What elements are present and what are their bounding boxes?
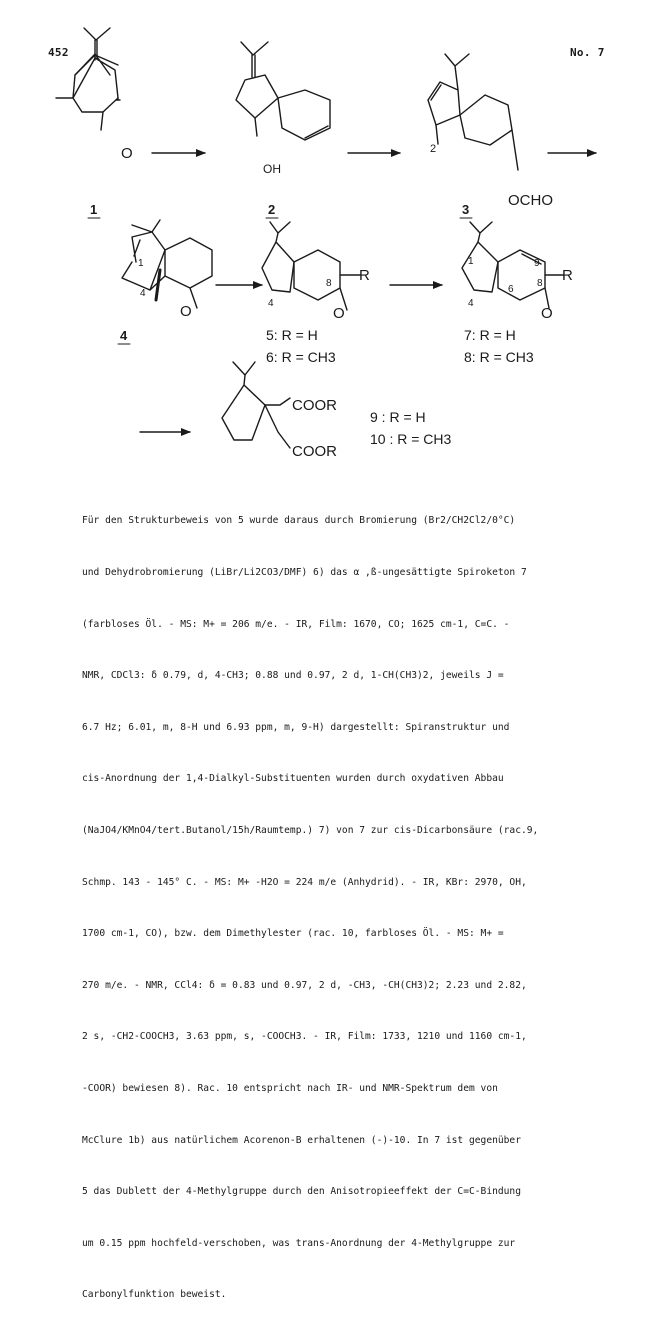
- compound-label: 7: R = H: [464, 327, 516, 343]
- locant: 4: [468, 298, 474, 309]
- locant: 4: [268, 298, 274, 309]
- atom-label: O: [333, 305, 345, 322]
- atom-label: O: [180, 303, 192, 320]
- atom-label: OCHO: [508, 192, 553, 209]
- compound-label: 8: R = CH3: [464, 349, 534, 365]
- locant: 8: [537, 278, 543, 289]
- text-line: (NaJO4/KMnO4/tert.Butanol/15h/Raumtemp.) 7) von 7 zur cis-Dicarbonsäure (rac.9,: [82, 824, 539, 836]
- compound-label: 10 : R = CH3: [370, 431, 452, 447]
- text-line: und Dehydrobromierung (LiBr/Li2CO3/DMF) 6) das α ,ß-ungesättigte Spiroketon 7: [82, 567, 527, 578]
- locant: 6: [508, 284, 514, 295]
- compound-label: 9 : R = H: [370, 409, 426, 425]
- text-line: um 0.15 ppm hochfeld-verschoben, was trans-Anordnung der 4-Methylgruppe zur: [82, 1237, 516, 1249]
- locant: 8: [326, 278, 332, 289]
- structure-compound-7-8: [462, 222, 563, 308]
- text-line: Für den Strukturbeweis von 5 wurde daraus durch Bromierung (Br2/CH2Cl2/0°C): [82, 515, 516, 527]
- text-line: NMR, CDCl3: δ 0.79, d, 4-CH3; 0.88 und 0.97, 2 d, 1-CH(CH3)2, jeweils J =: [82, 670, 504, 682]
- text-line: McClure 1b) aus natürlichem Acorenon-B erhaltenen (-)-10. In 7 ist gegenüber: [82, 1134, 521, 1146]
- structure-compound-1: [56, 28, 120, 130]
- atom-label: COOR: [292, 397, 337, 414]
- atom-label: R: [562, 267, 573, 284]
- structure-compound-9-10: [222, 362, 290, 448]
- compound-number: 3: [462, 202, 470, 217]
- structure-compound-4: [122, 220, 212, 308]
- text-line: (farbloses Öl. - MS: M+ = 206 m/e. - IR, Film: 1670, CO; 1625 cm-1, C=C. -: [82, 618, 510, 630]
- text-line: -COOR) bewiesen 8). Rac. 10 entspricht nach IR- und NMR-Spektrum dem von: [82, 1082, 498, 1094]
- page-number: 452: [48, 46, 69, 59]
- compound-number: 1: [90, 202, 98, 217]
- compound-label: 6: R = CH3: [266, 349, 336, 365]
- text-line: Carbonylfunktion beweist.: [82, 1289, 227, 1301]
- atom-label: COOR: [292, 443, 337, 460]
- text-line: 1700 cm-1, CO), bzw. dem Dimethylester (rac. 10, farbloses Öl. - MS: M+ =: [82, 928, 504, 940]
- atom-label: OH: [263, 162, 281, 176]
- structure-compound-2: [236, 42, 330, 140]
- text-line: 2 s, -CH2-COOCH3, 3.63 ppm, s, -COOCH3. - IR, Film: 1733, 1210 und 1160 cm-1,: [82, 1031, 527, 1043]
- body-paragraph: [82, 478, 622, 1321]
- locant: 1: [468, 256, 474, 267]
- text-line: 6.7 Hz; 6.01, m, 8-H und 6.93 ppm, m, 9-H) dargestellt: Spiranstruktur und: [82, 721, 510, 733]
- compound-number: 2: [268, 202, 276, 217]
- text-line: 270 m/e. - NMR, CCl4: δ = 0.83 und 0.97, 2 d, -CH3, -CH(CH3)2; 2.23 und 2.82,: [82, 979, 527, 991]
- structure-compound-5-6: [262, 222, 360, 310]
- compound-label: 5: R = H: [266, 327, 318, 343]
- atom-label: O: [121, 145, 133, 162]
- locant: 2: [430, 143, 437, 155]
- compound-number: 4: [120, 328, 128, 343]
- atom-label: R: [359, 267, 370, 284]
- atom-label: O: [541, 305, 553, 322]
- structure-compound-3: [428, 54, 518, 170]
- locant: 1: [138, 258, 144, 269]
- text-line: Schmp. 143 - 145° C. - MS: M+ -H2O = 224 m/e (Anhydrid). - IR, KBr: 2970, OH,: [82, 876, 527, 888]
- locant: 9: [534, 258, 540, 269]
- journal-issue: No. 7: [570, 46, 605, 59]
- locant: 4: [140, 288, 146, 299]
- text-line: cis-Anordnung der 1,4-Dialkyl-Substituenten wurden durch oxydativen Abbau: [82, 773, 504, 785]
- reaction-scheme: [0, 0, 672, 470]
- text-line: 5 das Dublett der 4-Methylgruppe durch den Anisotropieeffekt der C=C-Bindung: [82, 1186, 521, 1198]
